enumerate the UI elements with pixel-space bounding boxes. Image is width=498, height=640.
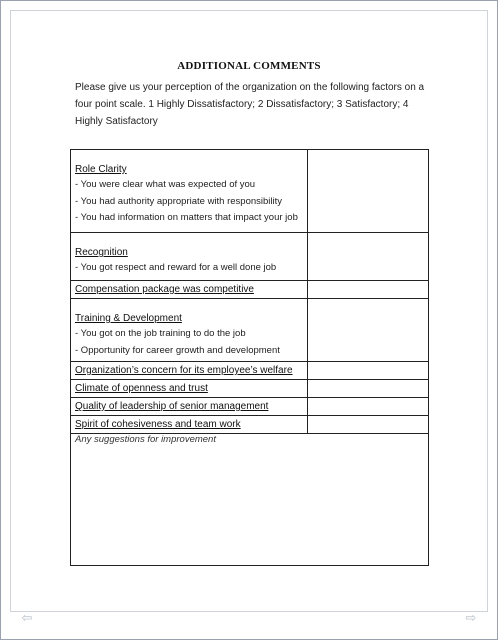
- welfare-cell: [71, 362, 308, 380]
- list-item: - Opportunity for career growth and development: [75, 344, 280, 356]
- list-item: - You were clear what was expected of you: [75, 179, 256, 190]
- compensation-cell: [71, 281, 308, 299]
- table-row-welfare: [71, 362, 429, 380]
- factor-label: Compensation package was competitive: [75, 284, 254, 295]
- table-row-training: [71, 299, 429, 362]
- section-heading: Recognition: [75, 247, 128, 258]
- section-heading: Role Clarity: [75, 164, 127, 175]
- table-row-recognition: [71, 233, 429, 281]
- arrow-left-icon[interactable]: ⇦: [21, 610, 33, 625]
- factor-label: Quality of leadership of senior management: [75, 401, 269, 412]
- arrow-right-icon[interactable]: ⇨: [465, 610, 477, 625]
- rating-cell[interactable]: [308, 150, 429, 233]
- rating-cell[interactable]: [308, 233, 429, 281]
- leadership-cell: [71, 398, 308, 416]
- climate-cell: [71, 380, 308, 398]
- rating-cell[interactable]: [308, 362, 429, 380]
- table-row-role-clarity: [71, 150, 429, 233]
- table-row-suggestions: [71, 434, 429, 566]
- rating-cell[interactable]: [308, 380, 429, 398]
- intro-paragraph: Please give us your perception of the organization on the following factors on a four point scale. 1 Highly Dissatisfactory; 2 Dissatisfactory; 3 Satisfactory; 4 Highly Satisfactory: [75, 82, 425, 127]
- list-item: - You got on the job training to do the job: [75, 328, 246, 339]
- factor-label: Spirit of cohesiveness and team work: [75, 419, 241, 430]
- rating-cell[interactable]: [308, 281, 429, 299]
- list-item: - You had information on matters that impact your job: [75, 212, 298, 223]
- table-row-climate: [71, 380, 429, 398]
- role-clarity-cell: [71, 150, 308, 233]
- suggestions-area[interactable]: [71, 434, 429, 566]
- table-row-compensation: [71, 281, 429, 299]
- page-title: ADDITIONAL COMMENTS: [177, 60, 321, 72]
- table-row-leadership: [71, 398, 429, 416]
- rating-cell[interactable]: [308, 398, 429, 416]
- recognition-cell: [71, 233, 308, 281]
- list-item: - You had authority appropriate with responsibility: [75, 195, 283, 207]
- training-cell: [71, 299, 308, 362]
- section-heading: Training & Development: [75, 313, 182, 324]
- table-row-cohesiveness: [71, 416, 429, 434]
- factor-label: Organization’s concern for its employee’s welfare: [75, 365, 293, 376]
- suggestions-label: Any suggestions for improvement: [75, 434, 216, 445]
- cohesiveness-cell: [71, 416, 308, 434]
- factor-label: Climate of openness and trust: [75, 383, 208, 394]
- rating-cell[interactable]: [308, 299, 429, 362]
- list-item: - You got respect and reward for a well done job: [75, 262, 277, 273]
- rating-cell[interactable]: [308, 416, 429, 434]
- comments-table: [70, 149, 429, 566]
